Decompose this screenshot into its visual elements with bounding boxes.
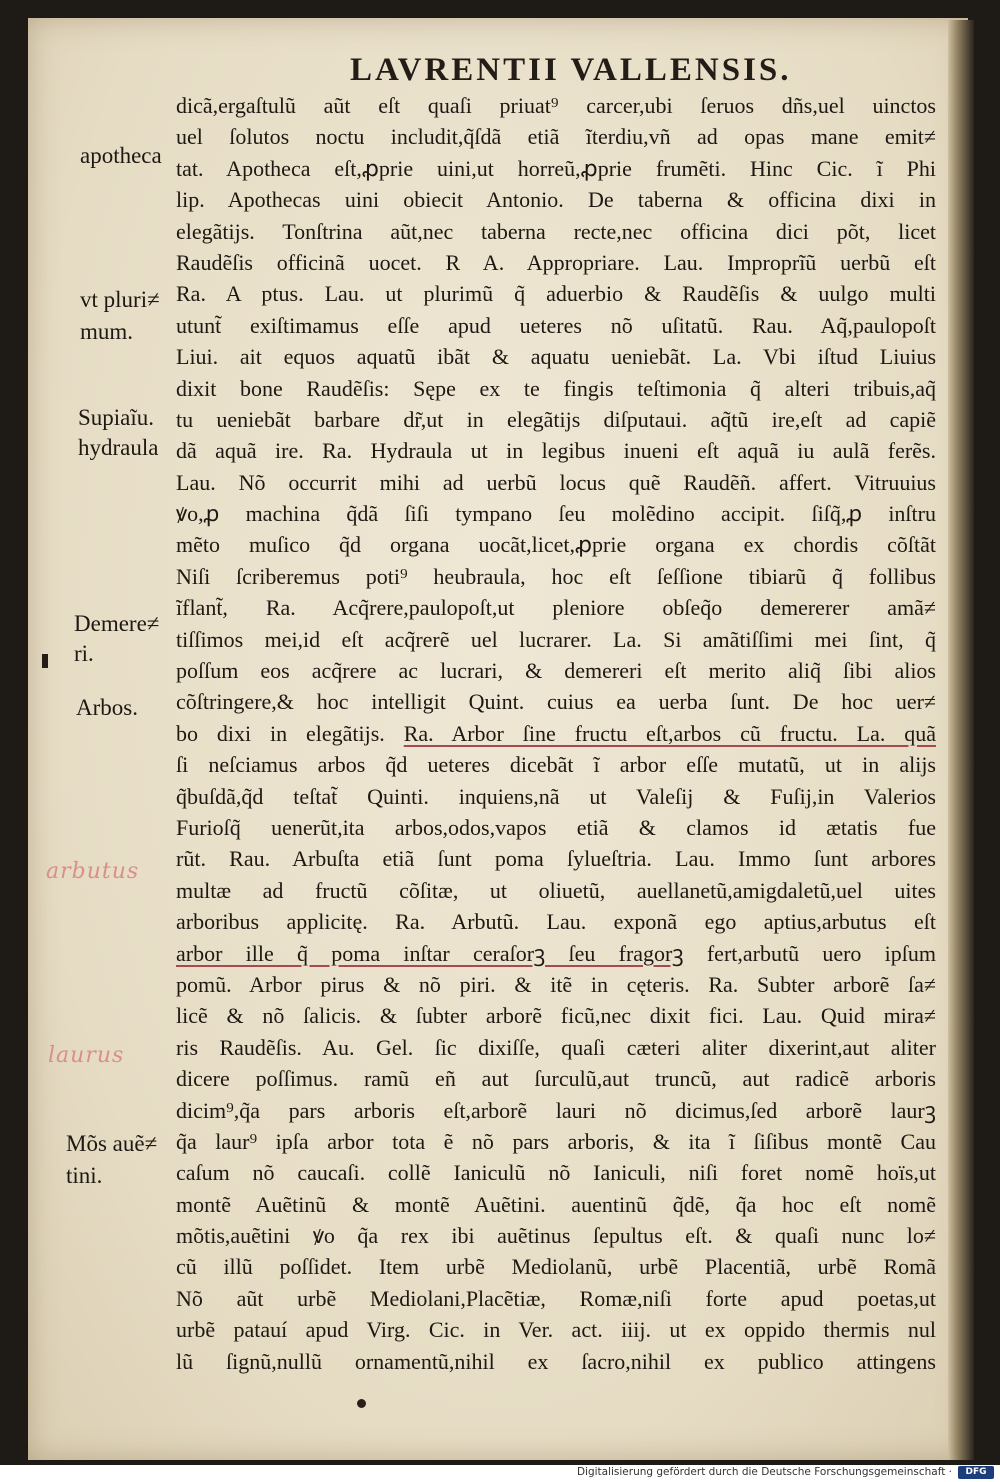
text-line: Lau. Nõ occurrit mihi ad uerbũ locus quẽ Raudẽñ. affert. Vitruuius (176, 469, 936, 495)
text-line: lũ ſignũ,nullũ ornamentũ,nihil ex ſacro,nihil ex publico attingens (176, 1348, 936, 1374)
margin-note-supia: Supiaĩu. (78, 405, 155, 430)
margin-note-demereri: Demere≠ (74, 611, 160, 636)
text-line: dicã,ergaſtulũ aũt eſt quaſi priuat⁹ carcer,ubi ſeruos dñs,uel uinctos (176, 93, 936, 118)
text-line: arboribus applicitę. Ra. Arbutũ. Lau. exponã ego aptius,arbutus eſt (176, 909, 936, 935)
text-line: montẽ Auẽtinũ & montẽ Auẽtini. auentinũ q̃dẽ, q̃a hoc eſt nomẽ (176, 1191, 936, 1217)
text-line: lip. Apothecas uini obiecit Antonio. De taberna & officina dixi in (176, 187, 936, 213)
text-line: caſum nõ caucaſi. collẽ Ianiculũ nõ Ianiculi, niſi foret nomẽ hoïs,ut (176, 1160, 936, 1186)
text-line: ĩflant̃, Ra. Acq̃rere,paulopoſt,ut pleniore obſeq̃o demererer amã≠ (176, 595, 936, 621)
text-line: cõſtringere,& hoc intelligit Quint. cuius ea uerba ſunt. De hoc uer≠ (176, 689, 936, 715)
text-line: dixit bone Raudẽſis: Sępe ex te fingis teſtimonia q̃ alteri tribuis,aq̃ (176, 375, 936, 401)
text-line: urbẽ patauí apud Virg. Cic. in Ver. act. iiij. ut ex oppido thermis nul (176, 1317, 936, 1343)
footer-credit: Digitalisierung gefördert durch die Deutsche Forschungsgemeinschaft · (576, 1466, 952, 1478)
margin-note-hydraula: hydraula (78, 435, 159, 460)
margin-note-mons-aventini: Mõs auẽ≠ (66, 1131, 158, 1156)
margin-note-laurus-red: laurus (48, 1043, 125, 1068)
text-line: Ra. A ptus. Lau. ut plurimũ q̃ aduerbio & Raudẽſis & uulgo multi (176, 281, 936, 307)
text-line: mẽto muſico q̃d organa uocãt,licet,ꝓprie organa ex chordis cõſtãt (176, 532, 936, 558)
margin-note-vt-plurimum-cont: mum. (80, 319, 134, 344)
running-head: LAVRENTII VALLENSIS. (350, 52, 792, 88)
text-line: arbor ille q̃ poma inſtar ceraſorꝫ ſeu fragorꝫ fert,arbutũ uero ipſum (176, 940, 936, 966)
text-line: Niſi ſcriberemus poti⁹ heubraula, hoc eſt ſeſſione tibiarũ q̃ follibus (176, 563, 936, 589)
dfg-logo: DFG (958, 1466, 994, 1479)
text-line: Raudẽſis officinã uocet. R A. Appropriare. Lau. Improprĩũ uerbũ eſt (176, 249, 936, 275)
text-line: Liui. ait equos aquatũ ibãt & aquatu ueniebãt. La. Vbi iſtud Liuius (176, 344, 936, 370)
underlined-passage: Ra. Arbor ſine fructu eſt,arbos cũ fructu. La. quã (403, 720, 936, 746)
binding-mark (42, 654, 48, 668)
text-line: elegãtijs. Tonſtrina aũt,nec taberna recte,nec officina dici põt, licet (176, 218, 936, 244)
margin-note-vt-plurimum: vt pluri≠ (80, 287, 160, 312)
text-line: dicere poſſimus. ramũ eñ aut ſurculũ,aut truncũ, aut radicẽ arboris (176, 1066, 936, 1092)
text-line: bo dixi in elegãtijs. Ra. Arbor ſine fructu eſt,arbos cũ fructu. La. quã (176, 720, 936, 746)
text-line: ſi neſciamus arbos q̃d ueteres dicebãt ĩ arbor eſſe mutatũ, ut in alijs (176, 752, 936, 778)
margin-note-arbos: Arbos. (76, 695, 138, 720)
text-line: tat. Apotheca eſt,ꝓprie uini,ut horreũ,ꝓprie frumẽti. Hinc Cic. ĩ Phi (176, 155, 936, 181)
text-line: rũt. Rau. Arbuſta etiã ſunt poma ſylueſtria. Lau. Immo ſunt arbores (176, 846, 936, 872)
margin-note-mons-aventini-cont: tini. (66, 1163, 103, 1188)
text-line: Nõ aũt urbẽ Mediolani,Placẽtiæ, Romæ,niſi forte apud poetas,ut (176, 1285, 936, 1311)
margin-note-demereri-cont: ri. (74, 641, 94, 666)
ink-dot (357, 1399, 366, 1408)
text-line: pomũ. Arbor pirus & nõ piri. & itẽ in cęteris. Ra. Subter arborẽ ſa≠ (176, 971, 936, 997)
text-line: tu ueniebãt barbare dr̃,ut in elegãtijs diſputaui. aq̃tũ ire,eſt ad capiẽ (176, 406, 936, 432)
body-text (176, 90, 936, 1377)
text-line: licẽ & nõ ſalicis. & ſubter arborẽ ficũ,nec dixit fici. Lau. Quid mira≠ (176, 1003, 936, 1029)
text-line: uel ſolutos noctu includit,q̃ſdã etiã ĩterdiu,vñ ad opas mane emit≠ (176, 124, 936, 150)
text-line: q̃buſdã,q̃d teſtat̃ Quinti. inquiens,nã ut Valeſij & Fuſij,in Valerios (176, 783, 936, 809)
text-line: utunt̃ exiſtimamus eſſe apud ueteres nõ uſitatũ. Rau. Aq̃,paulopoſt (176, 312, 936, 338)
margin-note-apotheca: apotheca (80, 143, 162, 168)
text-line: q̃a laur⁹ ipſa arbor tota ẽ nõ pars arboris, & ita ĩ ſiſibus montẽ Cau (176, 1128, 936, 1154)
text-line: mõtis,auẽtini ꝟo q̃a rex ibi auẽtinus ſepultus eſt. & quaſi nunc lo≠ (176, 1223, 936, 1249)
text-line: multæ ad fructũ cõſitæ, ut oliuetũ, auellanetũ,amigdaletũ,uel uites (176, 877, 936, 903)
text-line: dã aquã ire. Ra. Hydraula ut in legibus inueni eſt aquã iu aulã ferẽs. (176, 438, 936, 464)
text-line: tiſſimos mei,id eſt acq̃rerẽ uel lucrarer. La. Si amãtiſſimi mei ſint, q̃ (176, 626, 936, 652)
margin-note-arbutus-red: arbutus (46, 859, 140, 884)
page-edge-shadow (948, 20, 974, 1460)
text-line: dicim⁹,q̃a pars arboris eſt,arborẽ lauri nõ dicimus,ſed arborẽ laurꝫ (176, 1097, 936, 1123)
underlined-passage: arbor ille q̃ poma inſtar ceraſorꝫ ſeu fragorꝫ (176, 940, 684, 966)
text-line: Furioſq̃ uenerũt,ita arbos,odos,vapos etiã & clamos id ætatis fue (176, 814, 936, 840)
text-line: ris Raudẽſis. Au. Gel. ſic dixiſſe, quaſi cæteri aliter dixerint,aut aliter (176, 1034, 936, 1060)
text-line: ꝟo,ꝓ machina q̃dã ſiſi tympano ſeu molẽdino accipit. ſiſq̃,ꝓ inſtru (176, 501, 936, 527)
text-line: cũ illũ poſſidet. Item urbẽ Mediolanũ, urbẽ Placentiã, urbẽ Romã (176, 1254, 936, 1280)
text-line: poſſum eos acq̃rere ac lucrari, & demereri eſt merito aliq̃ ſibi alios (176, 658, 936, 684)
